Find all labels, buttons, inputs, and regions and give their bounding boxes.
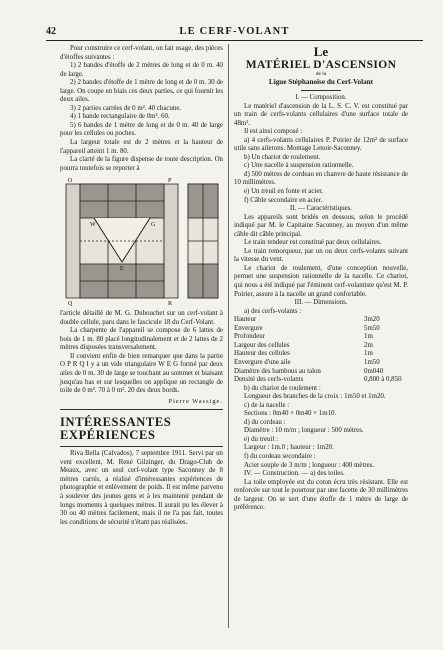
- experiences-paragraph: Riva Bella (Calvados), 7 septembre 1911. Servi par un vent excellent, M. René Gilzinger, du Drago-Club de Meaux, avec un seul cerf-volant type Saconney de 8 mètres carrés, a réalisé d'intéressantes expériences de photographie et enlèvement de poids. Il est même parvenu à soulever des jeunes gens et à les maintenir pendant de longs moments à quelques mètres. Il aurait pu les élever à 30 ou 40 mètres facilement, mais il ne l'a pas fait, toutes les conditions de sécurité n'étant pas réalisées.: [60, 450, 223, 526]
- dimension-row: [234, 359, 408, 368]
- journal-title: LE CERF-VOLANT: [179, 26, 290, 37]
- dimension-row: [234, 333, 408, 342]
- construction-paragraph: La toile employée est du coton écru très résistant. Elle est renforcée sur tout le pourtour par une facette de 30 millimètres de largeur. On se sert d'une étoffe de 1 mètre de large de préférence.: [234, 478, 408, 512]
- dimension-row: [234, 342, 408, 351]
- dimension-value: 3m20: [364, 316, 380, 324]
- dimensions-subheading: a) des cerfs-volants :: [244, 307, 302, 315]
- section-title: INTÉRESSANTES EXPÉRIENCES: [60, 415, 172, 443]
- section-heading: II. — Caractéristiques.: [290, 205, 352, 213]
- page-number: 42: [46, 26, 56, 37]
- dimensions-text: Sections : 0m40 × 0m40 × 1m10.: [244, 410, 337, 418]
- fabric-item: 3) 2 parties carrées de 0 m². 40 chacune.: [70, 104, 182, 112]
- dimension-value: 1m: [364, 350, 373, 358]
- fabric-item: 2) 2 bandes d'étoffe de 1 mètre de long et de 0 m. 30 de large. On coupe en biais ces deux parties, ce qui fournit les deux ailes.: [60, 79, 223, 104]
- dimensions-text: Diamètre : 10 m/m ; longueur : 500 mètres.: [244, 427, 364, 435]
- fabric-item: 4) 1 bande rectangulaire de 0m². 60.: [70, 113, 170, 121]
- dimension-label: Profondeur: [234, 333, 266, 341]
- composition-item: a) 4 cerfs-volants cellulaires P. Poirier de 12m² de surface utile sans ailerons. Montage Lenoir-Saconney.: [234, 136, 408, 153]
- characteristics-paragraph: Les appareils sont bridés en dessous, selon le procédé indiqué par M. le Capitaine Saconney, au moyen d'un même câble dit câble principal.: [234, 213, 408, 238]
- dimension-label: Envergure: [234, 324, 263, 332]
- composition-item: e) Un treuil en fonte et acier.: [244, 188, 324, 196]
- page-header: [46, 26, 423, 40]
- dimensions-text: Largeur : 1m.0 ; hauteur : 1m20.: [244, 444, 334, 452]
- figure-label: G: [151, 222, 156, 229]
- section-heading: III. — Dimensions.: [294, 299, 348, 307]
- kite-figure: [60, 176, 223, 306]
- dimension-label: Largeur des cellules: [234, 341, 290, 349]
- author-signature: Pierre Wassige.: [168, 397, 223, 405]
- composition-item: d) 500 mètres de cordeau en chanvre de haute résistance de 10 millimètres.: [234, 170, 408, 187]
- composition-item: f) Câble secondaire en acier.: [244, 196, 323, 204]
- dimension-label: Envergure d'une aile: [234, 358, 291, 366]
- fabric-item: 1) 2 bandes d'étoffe de 2 mètres de long et de 0 m. 40 de large.: [60, 62, 223, 78]
- dimension-label: Hauteur: [234, 316, 257, 324]
- composition-paragraph: Le matériel d'ascension de la L. S. C. V. est constitué par un train de cerfs-volants cellulaires d'une surface totale de 48m².: [234, 102, 408, 127]
- kite-drawing: [60, 176, 223, 306]
- clarity-paragraph: La clarté de la figure dispense de toute description. On pourra toutefois se reporter à: [60, 156, 223, 172]
- left-column: [60, 45, 223, 527]
- characteristics-paragraph: Le train tendeur est constitué par deux cellulaires.: [244, 239, 382, 247]
- composition-item: c) Une nacelle à suspension rationnelle.: [244, 162, 354, 170]
- dimension-label: Diamètre des bambous au talon: [234, 367, 321, 375]
- dimension-value: 0,800 à 0,850: [364, 376, 402, 384]
- dimensions-subheading: e) du treuil :: [244, 435, 278, 443]
- dimensions-subheading: c) de la nacelle :: [244, 401, 290, 409]
- composition-item: b) Un chariot de roulement.: [244, 153, 321, 161]
- dimensions-text: Longueur des branches de la croix : 1m50 et 1m20.: [244, 393, 386, 401]
- characteristics-paragraph: Le chariot de roulement, d'une conception nouvelle, permet une suspension rationnelle de la nacelle. Ce chariot, qui nous a été indiqué par l'éminent cerf-volantiste qu'est M. P. Poirier, assure à la nacelle un grand confortable.: [234, 264, 408, 298]
- article-subtitle: Ligue Stéphanoise du Cerf-Volant: [268, 78, 374, 86]
- dimension-label: Densité des cerfs-volants: [234, 376, 304, 384]
- dimension-value: 0m040: [364, 367, 384, 375]
- dimensions-text: Acier souple de 3 m/m ; longueur : 400 mètres.: [244, 461, 375, 469]
- note-paragraph: Il convient enfin de bien remarquer que dans la partie O P R Q I y a un vide triangulaire W E G formé par deux ailes de 0 m. 30 de large se touchant au sommet et biaisant jusqu'au bas et sur lesquelles on applique un rectangle de toile de 0 m². 70 à 0 m². 20 des deux bords.: [60, 352, 223, 395]
- section-rule: [60, 446, 223, 447]
- intro-paragraph: Pour construire ce cerf-volant, on fait usage, des pièces d'étoffes suivantes :: [60, 45, 223, 61]
- section-rule: [60, 409, 223, 410]
- dimension-value: 1m50: [364, 358, 380, 366]
- dimension-row: [234, 350, 408, 359]
- article-title-de: de la: [315, 71, 327, 77]
- figure-label: P: [168, 178, 172, 185]
- figure-label: O: [68, 178, 73, 185]
- section-heading: IV. — Construction. — a) des toiles.: [244, 470, 345, 478]
- figure-label: R: [168, 301, 173, 307]
- title-rule: [301, 90, 341, 91]
- header-rule: [46, 40, 423, 41]
- dimensions-subheading: f) du cordeau secondaire :: [244, 452, 316, 460]
- dimension-label: Hauteur des cellules: [234, 350, 290, 358]
- dimensions-subheading: d) du cordeau :: [244, 418, 286, 426]
- fabric-item: 5) 6 bandes de 1 mètre de long et de 0 m. 40 de large pour les cellules ou poches.: [60, 121, 223, 138]
- right-column: [234, 45, 408, 513]
- dimension-row: [234, 325, 408, 334]
- dimension-row: [234, 368, 408, 377]
- dimension-value: 1m: [364, 333, 373, 341]
- dimension-value: 2m: [364, 341, 373, 349]
- width-paragraph: La largeur totale est de 2 mètres et la hauteur de l'appareil atteint 1 m. 80.: [60, 139, 223, 155]
- characteristics-paragraph: Le train remorqueur, par un ou deux cerfs-volants suivant la vitesse du vent.: [234, 247, 408, 264]
- column-divider: [228, 44, 229, 628]
- dimension-row: [234, 376, 408, 385]
- section-heading: I. — Composition.: [295, 94, 347, 101]
- figure-label: W: [90, 222, 96, 229]
- reference-paragraph: l'article détaillé de M. G. Dubouchet sur un cerf-volant à double cellule, paru dans le fascicule 18 du Cerf-Volant.: [60, 310, 223, 326]
- dimension-row: [234, 316, 408, 325]
- dimension-value: 5m50: [364, 324, 380, 332]
- figure-label: E: [120, 266, 124, 273]
- composition-intro: Il est ainsi composé :: [244, 128, 303, 136]
- article-title: MATÉRIEL D'ASCENSION: [245, 59, 397, 71]
- dimensions-subheading: b) du chariot de roulement :: [244, 384, 321, 392]
- frame-paragraph: La charpente de l'appareil se compose de 6 lattes de bois de 1 m. 80 placé longitudinalement et de 2 lattes de 2 mètres disposées transversalement.: [60, 327, 223, 352]
- article-title-le: Le: [313, 44, 329, 59]
- figure-label: Q: [68, 301, 73, 307]
